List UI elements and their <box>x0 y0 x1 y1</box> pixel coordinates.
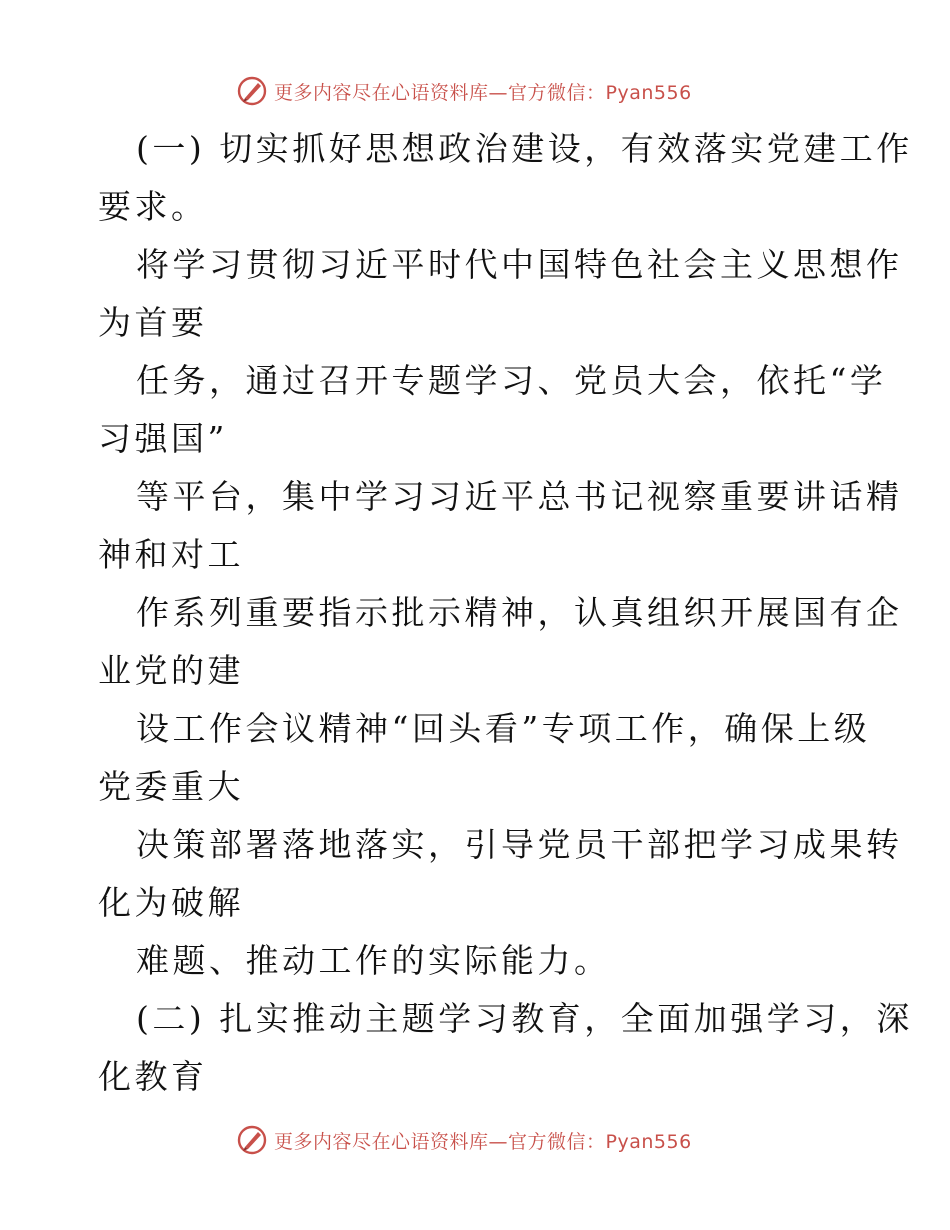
pen-logo-icon <box>236 1124 268 1156</box>
text-line: (一) 切实抓好思想政治建设，有效落实党建工作 <box>136 129 913 168</box>
text-line: 为首要 <box>98 303 208 342</box>
text-line: 要求。 <box>98 187 208 226</box>
text-line: 设工作会议精神“回头看”专项工作，确保上级 <box>136 709 871 748</box>
text-line: 难题、推动工作的实际能力。 <box>136 941 611 980</box>
footer-banner <box>236 1123 716 1157</box>
document-body <box>98 120 913 1106</box>
text-line: 习强国” <box>98 419 228 458</box>
text-line: 神和对工 <box>98 535 244 574</box>
text-line: 业党的建 <box>98 651 244 690</box>
text-line: 化教育 <box>98 1057 208 1096</box>
header-banner-text: 更多内容尽在心语资料库—官方微信：Pyan556 <box>274 81 692 104</box>
footer-banner-text: 更多内容尽在心语资料库—官方微信：Pyan556 <box>274 1130 692 1153</box>
text-line: 党委重大 <box>98 767 244 806</box>
text-line: 等平台，集中学习习近平总书记视察重要讲话精 <box>136 477 903 516</box>
text-line: 决策部署落地落实，引导党员干部把学习成果转 <box>136 825 903 864</box>
text-line: 化为破解 <box>98 883 244 922</box>
text-line: 将学习贯彻习近平时代中国特色社会主义思想作 <box>136 245 903 284</box>
header-banner <box>236 74 716 108</box>
pen-logo-icon <box>236 75 268 107</box>
text-line: 作系列重要指示批示精神，认真组织开展国有企 <box>136 593 903 632</box>
text-line: (二) 扎实推动主题学习教育，全面加强学习，深 <box>136 999 913 1038</box>
text-line: 任务，通过召开专题学习、党员大会，依托“学 <box>136 361 887 400</box>
